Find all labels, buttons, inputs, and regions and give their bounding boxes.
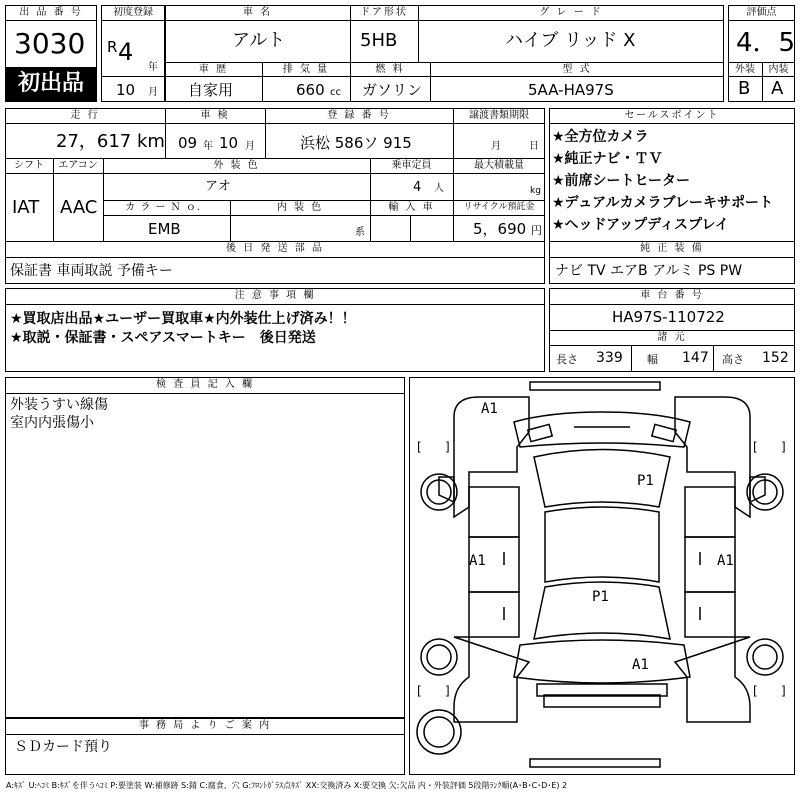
sales-point-item: ★全方位カメラ (552, 129, 649, 145)
sales-point-item: ★純正ナビ・ＴＶ (552, 151, 663, 167)
inspection-year-unit: 年 (203, 141, 213, 152)
mileage-label: 走 行 (70, 110, 100, 121)
displacement-label: 排 気 量 (282, 64, 330, 75)
first-reg-era: R (107, 38, 118, 56)
first-reg-year: 4 (118, 38, 134, 66)
office-value: ＳＤカード預り (14, 739, 112, 755)
color-number-label: カ ラ ー Ｎ ｏ． (125, 202, 208, 213)
transfer-month-unit: 月 (491, 141, 501, 152)
notes-line: ★取説・保証書・スペアスマートキー 後日発送 (10, 330, 316, 346)
exterior-grade: B (738, 78, 751, 99)
registration-number-label: 登 録 番 号 (327, 110, 391, 121)
score-label: 評価点 (746, 7, 777, 18)
displacement: 660 (296, 81, 325, 99)
damage-legend: A:ｷｽﾞ U:ﾍｺﾐ B:ｷｽﾞを伴うﾍｺﾐ P:要塗装 W:補修跡 S:錆 C:腐食、穴 G:ﾌﾛﾝﾄｶﾞﾗｽ点ｷｽﾞ XX:交換済み X:要交換 欠:欠品 内・外装評価 5段階ﾗﾝｸ順(A･B･C･D･E) 2 (6, 781, 568, 790)
inspector-line: 室内内張傷小 (10, 415, 94, 431)
fuel-label: 燃 料 (375, 64, 405, 75)
dimensions-label: 諸 元 (657, 332, 687, 343)
svg-text:[: [ (753, 684, 758, 698)
height: 152 (762, 350, 789, 366)
inspection-month: 10 (219, 134, 239, 152)
length: 339 (596, 350, 623, 366)
recycle-fee: 5，690 (473, 220, 527, 238)
score: 4．5 (736, 28, 796, 58)
history-label: 車 歴 (198, 64, 229, 75)
recycle-fee-label: リサイクル預託金 (463, 202, 535, 212)
import-label: 輸 入 車 (388, 202, 435, 213)
exterior-grade-label: 外装 (735, 64, 755, 75)
mileage: 27，617 (56, 131, 132, 152)
length-label: 長さ (556, 353, 578, 366)
exterior-color-label: 外 装 色 (213, 160, 260, 171)
office-label: 事 務 局 よ り ご 案 内 (138, 720, 272, 731)
notes-label: 注 意 事 項 欄 (234, 290, 316, 301)
damage-mark: A1 (481, 401, 498, 417)
transfer-day-unit: 日 (529, 141, 539, 152)
first-listing-badge: 初出品 (6, 67, 96, 101)
interior-color-label: 内 装 色 (276, 202, 324, 213)
damage-mark: A1 (632, 657, 649, 673)
listing-number-label: 出 品 番 号 (19, 7, 83, 18)
later-parts-label: 後 日 発 送 部 品 (226, 243, 324, 254)
inspector-label: 検 査 員 記 入 欄 (156, 379, 254, 390)
shift-label: シフト (14, 160, 44, 171)
chassis-label: 車 台 番 号 (640, 290, 704, 301)
svg-text:[: [ (417, 440, 422, 454)
damage-mark: A1 (469, 553, 486, 569)
capacity: 4 (413, 180, 422, 195)
first-registration-label: 初度登録 (113, 7, 153, 18)
later-parts-value: 保証書 車両取説 予備キー (10, 263, 173, 279)
interior-grade-label: 内装 (768, 64, 789, 75)
car-name: アルト (232, 30, 286, 51)
capacity-unit: 人 (434, 183, 444, 194)
first-reg-month-unit: 月 (148, 87, 158, 98)
color-number: EMB (148, 220, 181, 238)
max-load-unit: kg (530, 186, 541, 196)
first-reg-month: 10 (116, 81, 136, 99)
inspection-month-unit: 月 (245, 141, 255, 152)
width: 147 (682, 350, 709, 366)
genuine-equipment-label: 純 正 装 備 (640, 243, 704, 254)
grade-label: グ レ ー ド (539, 7, 603, 18)
aircon: AAC (60, 197, 98, 218)
model-label: 型 式 (562, 64, 592, 75)
listing-number: 3030 (14, 27, 86, 60)
notes-line: ★買取店出品★ユーザー買取車★内外装仕上げ済み！！ (10, 311, 356, 327)
genuine-equipment-value: ナビ TV エアB アルミ PS PW (555, 263, 743, 279)
grade: ハイブ リッド X (505, 30, 636, 51)
svg-text:[: [ (417, 684, 422, 698)
inspector-line: 外装うすい線傷 (10, 397, 108, 413)
height-label: 高さ (722, 353, 744, 366)
fuel: ガソリン (362, 81, 423, 99)
capacity-label: 乗車定員 (391, 160, 432, 171)
svg-text:]: ] (781, 440, 786, 454)
model-code: 5AA-HA97S (528, 81, 614, 99)
svg-text:[: [ (753, 440, 758, 454)
door-label: ドア形状 (360, 7, 408, 18)
sales-points-label: セールスポイント (624, 110, 720, 121)
damage-mark: A1 (717, 553, 734, 569)
interior-grade: A (771, 78, 784, 99)
displacement-unit: cc (330, 87, 341, 98)
damage-mark: P1 (637, 473, 654, 489)
max-load-label: 最大積載量 (474, 160, 524, 171)
exterior-color: アオ (205, 179, 231, 194)
inspection-label: 車 検 (200, 110, 230, 121)
damage-mark: P1 (592, 589, 609, 605)
sales-point-item: ★前席シートヒーター (552, 173, 690, 189)
car-damage-diagram (409, 377, 795, 775)
svg-text:]: ] (445, 440, 450, 454)
sales-point-item: ★デュアルカメラブレーキサポート (552, 195, 774, 211)
svg-text:]: ] (781, 684, 786, 698)
door-type: 5HB (360, 30, 398, 51)
history: 自家用 (188, 81, 234, 99)
interior-color-unit: 系 (355, 227, 365, 238)
registration-number: 浜松 586ソ 915 (300, 134, 412, 152)
width-label: 幅 (647, 353, 658, 366)
car-name-label: 車 名 (242, 7, 273, 18)
recycle-fee-unit: 円 (531, 224, 542, 237)
sales-point-item: ★ヘッドアップディスプレイ (552, 217, 729, 233)
shift: IAT (12, 197, 40, 218)
svg-text:]: ] (445, 684, 450, 698)
first-reg-year-unit: 年 (148, 62, 158, 73)
chassis-number: HA97S-110722 (612, 308, 725, 326)
aircon-label: エアコン (58, 160, 98, 171)
mileage-unit: km (137, 131, 165, 152)
transfer-deadline-label: 譲渡書類期限 (469, 110, 529, 121)
inspection-year: 09 (178, 134, 198, 152)
